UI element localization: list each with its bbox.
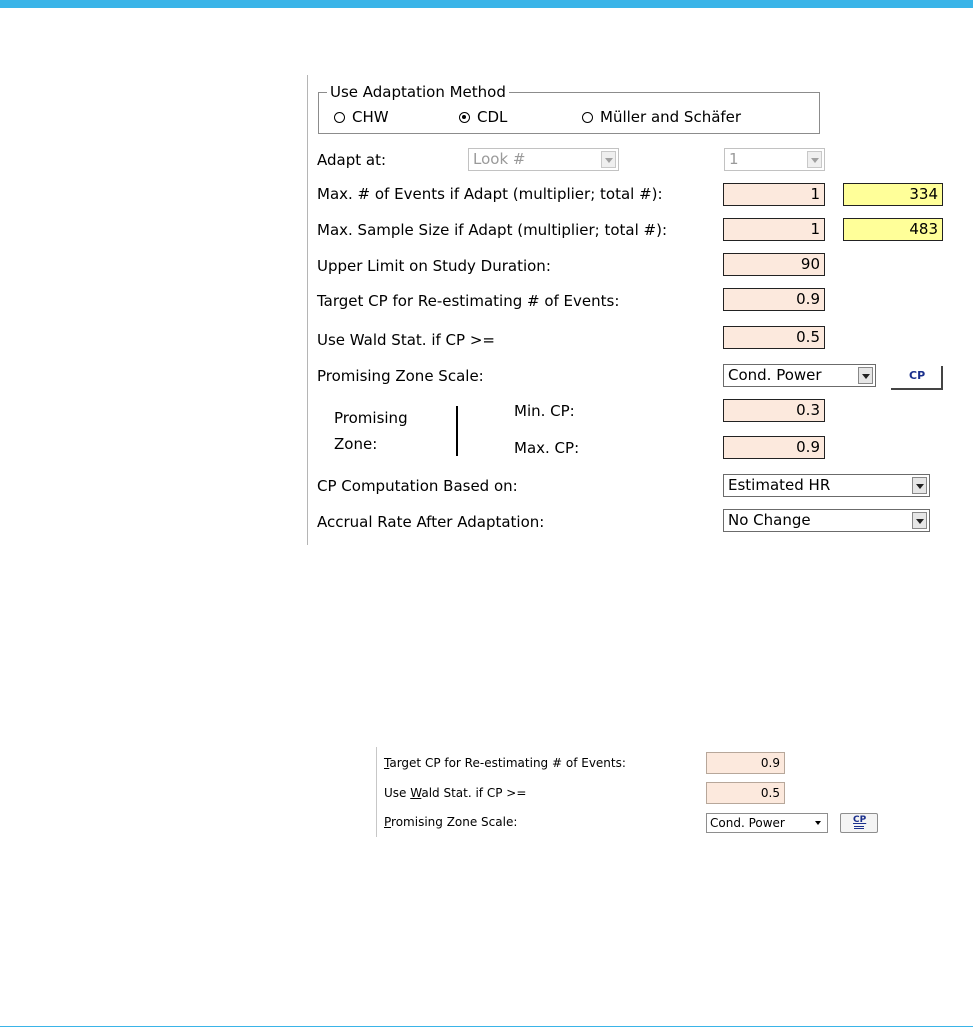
zone-scale-select[interactable] [723,364,876,387]
cp-icon-equals-mark [854,826,864,827]
adapt-at-number-select [724,148,825,171]
adapt-at-number-value: 1 [729,150,739,168]
cp-computation-label: CP Computation Based on: [317,477,518,495]
max-events-multiplier-input[interactable]: 1 [723,183,825,206]
max-cp-label: Max. CP: [514,439,580,457]
adaptation-panel-new-ui [376,747,897,837]
max-sample-label: Max. Sample Size if Adapt (multiplier; total #): [317,221,668,239]
radio-muller-schafer[interactable] [582,108,741,126]
study-duration-input[interactable]: 90 [723,253,825,276]
promising-zone-label-line2: Zone: [334,435,378,453]
cp-icon: CP [853,815,867,825]
radio-chw-label: CHW [352,108,389,126]
zone-scale-label: Promising Zone Scale: [317,367,484,385]
radio-muller-schafer-label: Müller and Schäfer [600,108,742,126]
chevron-down-icon [601,151,616,168]
min-cp-input[interactable]: 0.3 [723,399,825,422]
adaptation-panel [307,75,968,545]
accrual-rate-value: No Change [728,511,811,529]
max-cp-input[interactable]: 0.9 [723,436,825,459]
adapt-at-look-value: Look # [473,150,526,168]
adaptation-method-legend: Use Adaptation Method [327,83,509,101]
radio-selected-icon [459,112,470,123]
chevron-down-icon [815,821,821,825]
radio-circle-icon [582,112,593,123]
max-events-label: Max. # of Events if Adapt (multiplier; total #): [317,185,663,203]
target-cp-input-2[interactable]: 0.9 [706,752,785,774]
target-cp-input[interactable]: 0.9 [723,288,825,311]
cp-button-2[interactable] [840,813,878,833]
zone-scale-value-2: Cond. Power [710,816,785,830]
wald-input-2[interactable]: 0.5 [706,782,785,804]
cp-button[interactable] [891,366,943,390]
chevron-down-icon [807,151,822,168]
cp-computation-value: Estimated HR [728,476,831,494]
radio-cdl[interactable] [459,108,507,126]
adaptation-method-group [318,83,820,134]
chevron-down-icon [912,477,927,494]
zone-scale-select-2[interactable] [706,813,828,833]
zone-scale-value: Cond. Power [728,366,822,384]
wald-input[interactable]: 0.5 [723,326,825,349]
cp-computation-select[interactable] [723,474,930,497]
promising-zone-label-line1: Promising [334,409,408,427]
target-cp-label-2: Target CP for Re-estimating # of Events: [384,756,626,770]
chevron-down-icon [858,367,873,384]
radio-chw[interactable] [334,108,389,126]
radio-circle-icon [334,112,345,123]
cp-icon: CP [909,369,926,382]
bottom-accent-line [0,1026,973,1027]
top-accent-bar [0,0,973,8]
adapt-at-look-select [468,148,619,171]
max-sample-total-field: 483 [843,218,943,241]
max-sample-multiplier-input[interactable]: 1 [723,218,825,241]
accrual-rate-select[interactable] [723,509,930,532]
radio-cdl-label: CDL [477,108,508,126]
target-cp-label: Target CP for Re-estimating # of Events: [317,292,620,310]
zone-scale-label-2: Promising Zone Scale: [384,815,518,829]
accrual-rate-label: Accrual Rate After Adaptation: [317,513,545,531]
zone-divider [456,406,458,456]
study-duration-label: Upper Limit on Study Duration: [317,257,551,275]
max-events-total-field: 334 [843,183,943,206]
wald-label-2: Use Wald Stat. if CP >= [384,786,527,800]
wald-label: Use Wald Stat. if CP >= [317,331,495,349]
chevron-down-icon [912,512,927,529]
min-cp-label: Min. CP: [514,402,575,420]
adapt-at-label: Adapt at: [317,151,387,169]
